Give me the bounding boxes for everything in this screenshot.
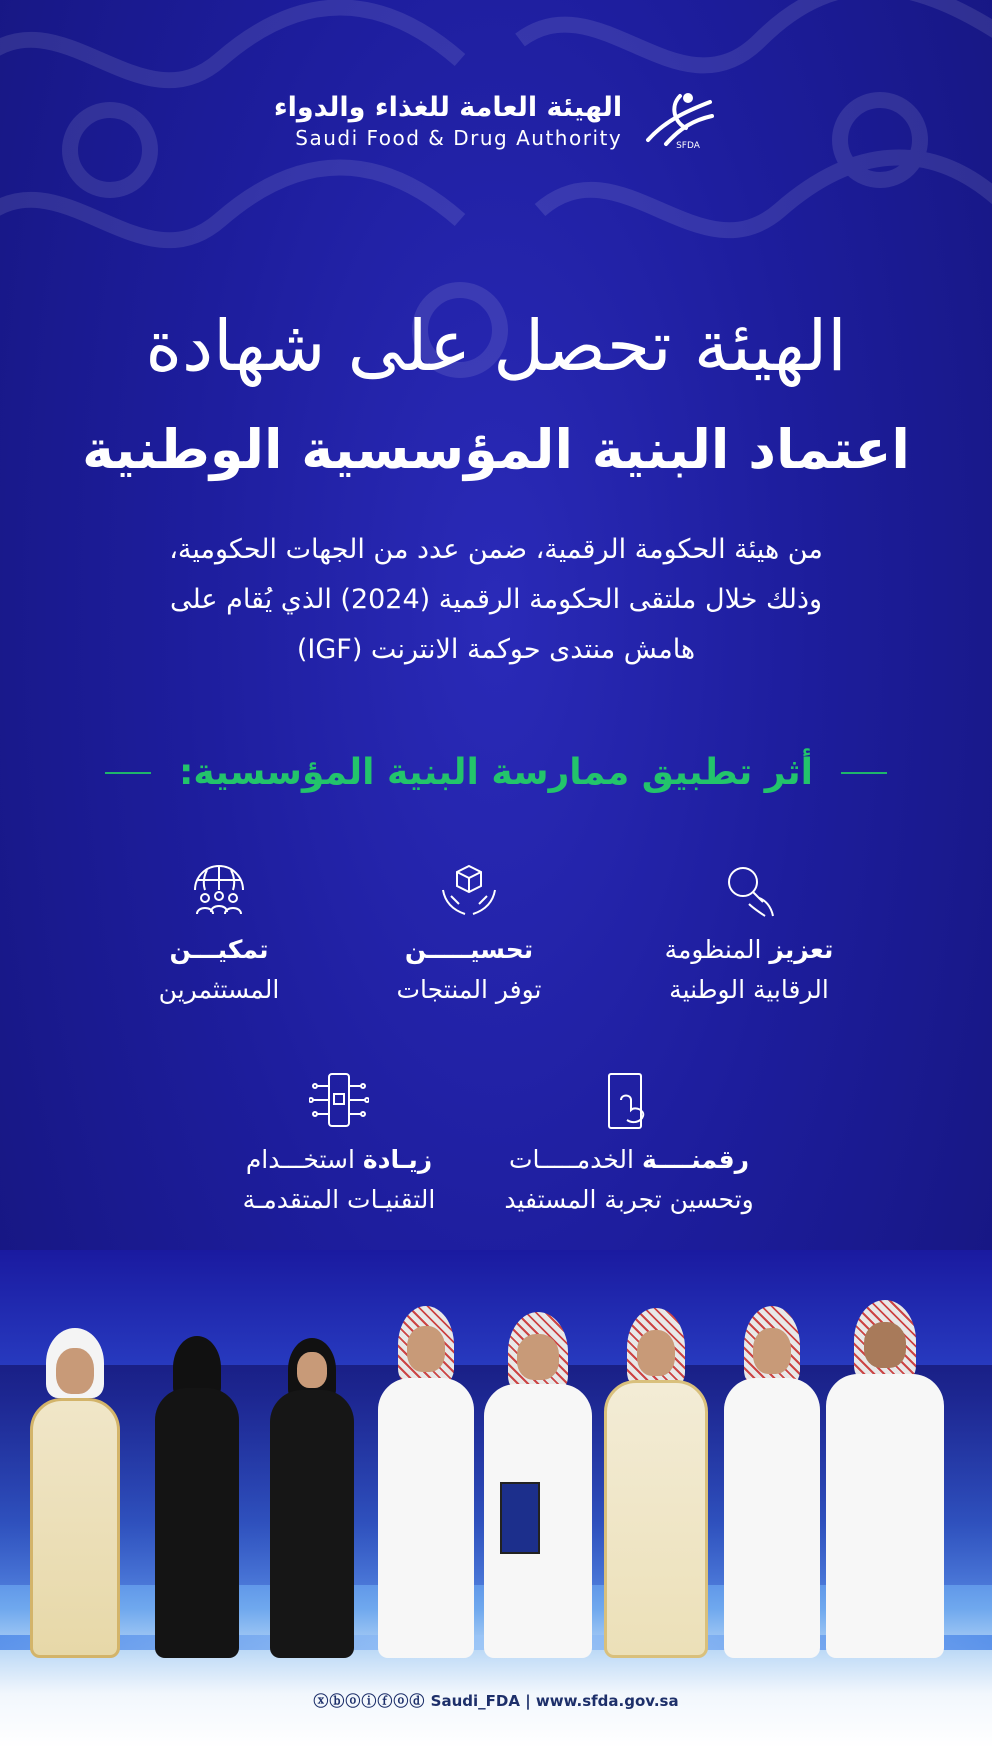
- sfda-logo: [0, 88, 992, 154]
- person: [604, 1308, 708, 1658]
- feature-5-rest: استخـــدام: [245, 1145, 355, 1174]
- feature-1-bold: تعزيز: [769, 935, 834, 964]
- feature-5-line2: التقنيـات المتقدمـة: [242, 1185, 436, 1214]
- footer-separator: |: [525, 1692, 531, 1710]
- headline-line-1: الهيئة تحصل على شهادة: [145, 305, 847, 387]
- intro-line-3: هامش منتدى حوكمة الانترنت (IGF): [296, 634, 696, 665]
- feature-3-bold: تمكيـــن: [169, 935, 269, 964]
- feature-regulatory: [614, 860, 884, 1010]
- certificate-frame: [500, 1482, 540, 1554]
- ceremony-photo: [0, 1250, 992, 1748]
- person: [826, 1300, 944, 1658]
- website-link[interactable]: www.sfda.gov.sa: [535, 1692, 679, 1710]
- intro-paragraph: [110, 525, 882, 675]
- feature-4-rest: الخدمـــــات: [508, 1145, 634, 1174]
- feature-5-bold: زيـادة: [362, 1145, 433, 1174]
- intro-line-2: وذلك خلال ملتقى الحكومة الرقمية (2024) الذي يُقام على: [169, 584, 823, 615]
- feature-2-line2: توفر المنتجات: [396, 975, 542, 1004]
- feature-1-rest: المنظومة: [664, 935, 762, 964]
- person: [378, 1306, 474, 1658]
- intro-line-1: من هيئة الحكومة الرقمية، ضمن عدد من الجهات الحكومية،: [169, 534, 823, 565]
- feature-4-line2: وتحسين تجربة المستفيد: [504, 1185, 754, 1214]
- social-icons[interactable]: ⓧⓑⓞⓘⓕⓞⓓ: [313, 1692, 426, 1710]
- feature-technologies: [204, 1070, 474, 1220]
- feature-digitization: [494, 1070, 764, 1220]
- section-title: أثر تطبيق ممارسة البنية المؤسسية:: [178, 752, 813, 793]
- magnifier-hand-icon: [719, 860, 779, 920]
- person: [270, 1338, 354, 1658]
- feature-investors: [84, 860, 354, 1010]
- logo-text: [274, 91, 622, 151]
- feature-1-line2: الرقابية الوطنية: [669, 975, 829, 1004]
- section-divider-right: [841, 772, 887, 774]
- phone-touch-icon: [599, 1070, 659, 1130]
- person: [484, 1312, 592, 1658]
- logo-mark-text: SFDA: [676, 141, 701, 151]
- headline-line-2: اعتماد البنية المؤسسية الوطنية: [82, 418, 910, 481]
- globe-people-icon: [189, 860, 249, 920]
- feature-3-line2: المستثمرين: [158, 975, 280, 1004]
- section-heading: [105, 752, 887, 793]
- footer: [0, 1690, 992, 1711]
- feature-2-bold: تحسيـــــن: [404, 935, 534, 964]
- person: [155, 1336, 239, 1658]
- section-divider-left: [105, 772, 151, 774]
- phone-circuit-icon: [309, 1070, 369, 1130]
- person: [724, 1306, 820, 1658]
- feature-products: [334, 860, 604, 1010]
- social-handle[interactable]: Saudi_FDA: [430, 1692, 520, 1710]
- sfda-emblem-icon: [640, 88, 718, 154]
- feature-4-bold: رقمنــــة: [641, 1145, 750, 1174]
- box-hands-icon: [439, 860, 499, 920]
- person: [30, 1328, 120, 1658]
- logo-english: Saudi Food & Drug Authority: [295, 126, 623, 150]
- logo-arabic: الهيئة العامة للغذاء والدواء: [273, 92, 623, 123]
